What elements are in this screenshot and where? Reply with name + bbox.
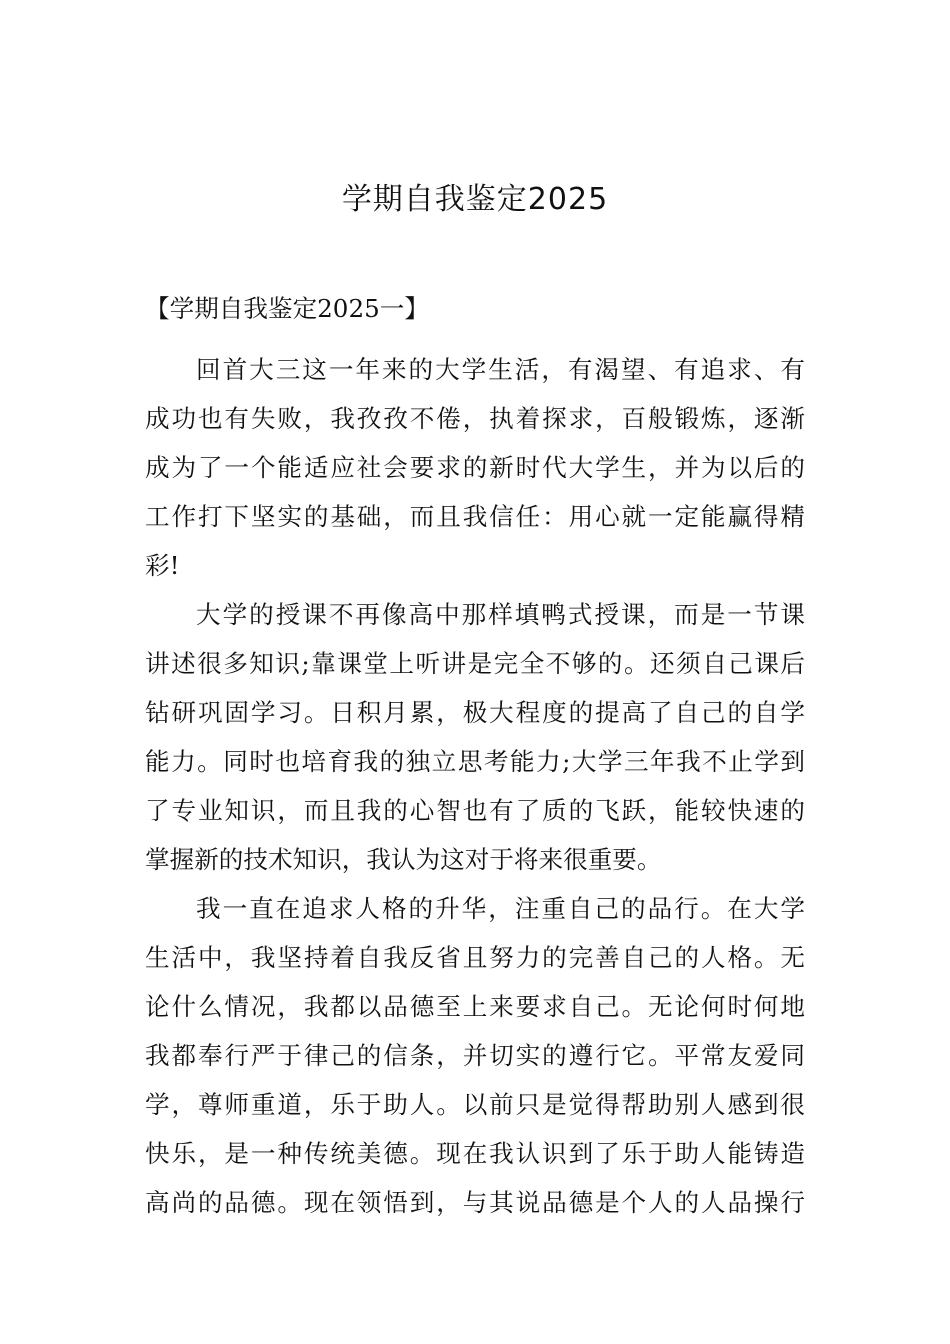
paragraph-2-line-4: 能力。同时也培育我的独立思考能力;大学三年我不止学到 — [145, 747, 805, 776]
paragraph-3-line-7: 高尚的品德。现在领悟到，与其说品德是个人的人品操行 — [145, 1188, 805, 1217]
paragraph-2-line-5: 了专业知识，而且我的心智也有了质的飞跃，能较快速的 — [145, 796, 805, 825]
paragraph-1-line-2: 成功也有失败，我孜孜不倦，执着探求，百般锻炼，逐渐 — [145, 404, 805, 433]
paragraph-2-line-1: 大学的授课不再像高中那样填鸭式授课，而是一节课 — [196, 600, 805, 629]
paragraph-1-line-4: 工作打下坚实的基础，而且我信任：用心就一定能赢得精 — [145, 502, 805, 531]
paragraph-1-line-3: 成为了一个能适应社会要求的新时代大学生，并为以后的 — [145, 453, 805, 482]
paragraph-1-line-1: 回首大三这一年来的大学生活，有渴望、有追求、有 — [196, 355, 805, 384]
paragraph-3-line-4: 我都奉行严于律己的信条，并切实的遵行它。平常友爱同 — [145, 1041, 805, 1070]
document-title: 学期自我鉴定2025 — [341, 182, 609, 217]
paragraph-2-line-3: 钻研巩固学习。日积月累，极大程度的提高了自己的自学 — [145, 698, 805, 727]
paragraph-2-line-2: 讲述很多知识;靠课堂上听讲是完全不够的。还须自己课后 — [145, 649, 805, 678]
paragraph-3-line-5: 学，尊师重道，乐于助人。以前只是觉得帮助别人感到很 — [145, 1090, 805, 1119]
paragraph-3-line-6: 快乐，是一种传统美德。现在我认识到了乐于助人能铸造 — [145, 1139, 805, 1168]
paragraph-1-line-5: 彩! — [145, 551, 180, 580]
section-heading: 【学期自我鉴定2025一】 — [145, 294, 429, 323]
paragraph-3-line-3: 论什么情况，我都以品德至上来要求自己。无论何时何地 — [145, 992, 805, 1021]
paragraph-2-line-6: 掌握新的技术知识，我认为这对于将来很重要。 — [145, 845, 662, 874]
paragraph-3-line-1: 我一直在追求人格的升华，注重自己的品行。在大学 — [196, 894, 805, 923]
document-body — [145, 284, 805, 1227]
paragraph-3-line-2: 生活中，我坚持着自我反省且努力的完善自己的人格。无 — [145, 943, 805, 972]
